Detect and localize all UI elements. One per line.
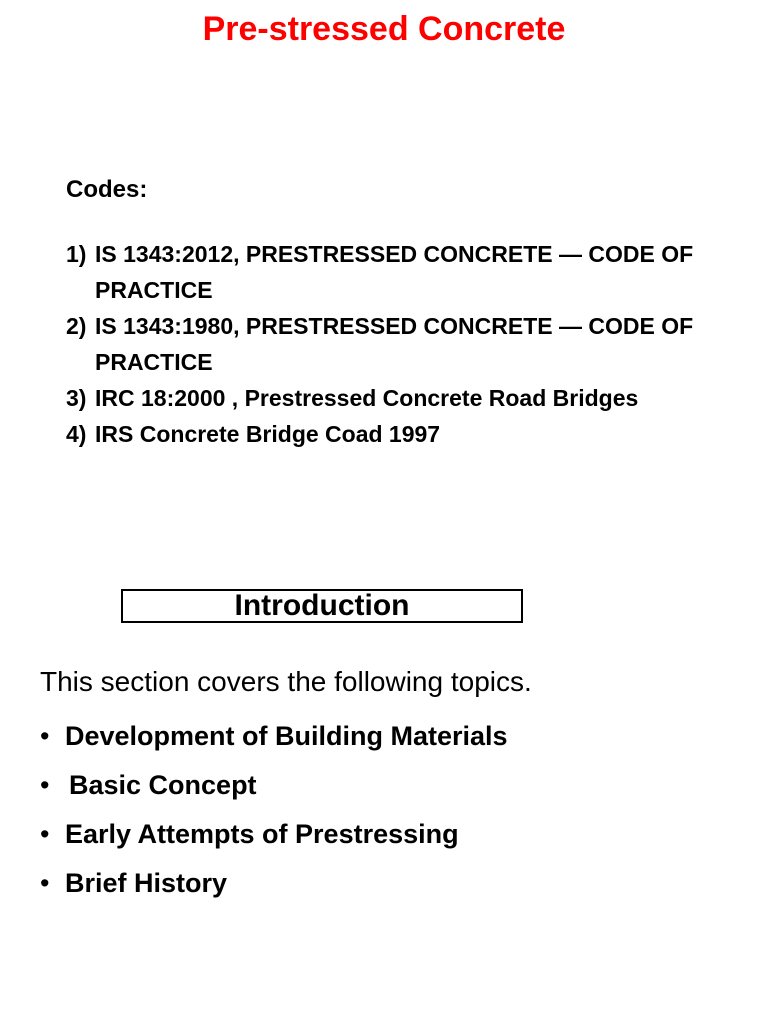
codes-list [66,236,746,452]
introduction-heading: Introduction [121,589,523,623]
topic-text: Development of Building Materials [65,721,508,751]
code-item [66,380,746,416]
code-number: 4) [66,421,87,447]
code-item [66,416,746,452]
topic-item [40,859,508,908]
page-title: Pre-stressed Concrete [202,10,566,48]
topic-text: Early Attempts of Prestressing [65,819,459,849]
code-text: IS 1343:2012, PRESTRESSED CONCRETE — CODE OF PRACTICE [95,241,694,303]
topic-item [40,810,508,859]
bullet-icon: • [40,721,50,751]
introduction-lead: This section covers the following topics. [40,666,532,697]
code-text: IS 1343:1980, PRESTRESSED CONCRETE — CODE OF PRACTICE [95,313,694,375]
bullet-icon: • [40,819,50,849]
topic-item [40,712,508,761]
code-number: 2) [66,313,87,339]
code-item [66,236,746,308]
topic-text: Brief History [65,868,228,898]
code-text: IRS Concrete Bridge Coad 1997 [95,421,441,447]
topics-list [40,712,508,908]
bullet-icon: • [40,770,50,800]
topic-text: Basic Concept [69,770,257,800]
bullet-icon: • [40,868,50,898]
code-number: 1) [66,241,87,267]
topic-item [40,761,508,810]
code-item [66,308,746,380]
code-number: 3) [66,385,87,411]
code-text: IRC 18:2000 , Prestressed Concrete Road Bridges [95,385,639,411]
codes-label: Codes: [66,176,148,203]
